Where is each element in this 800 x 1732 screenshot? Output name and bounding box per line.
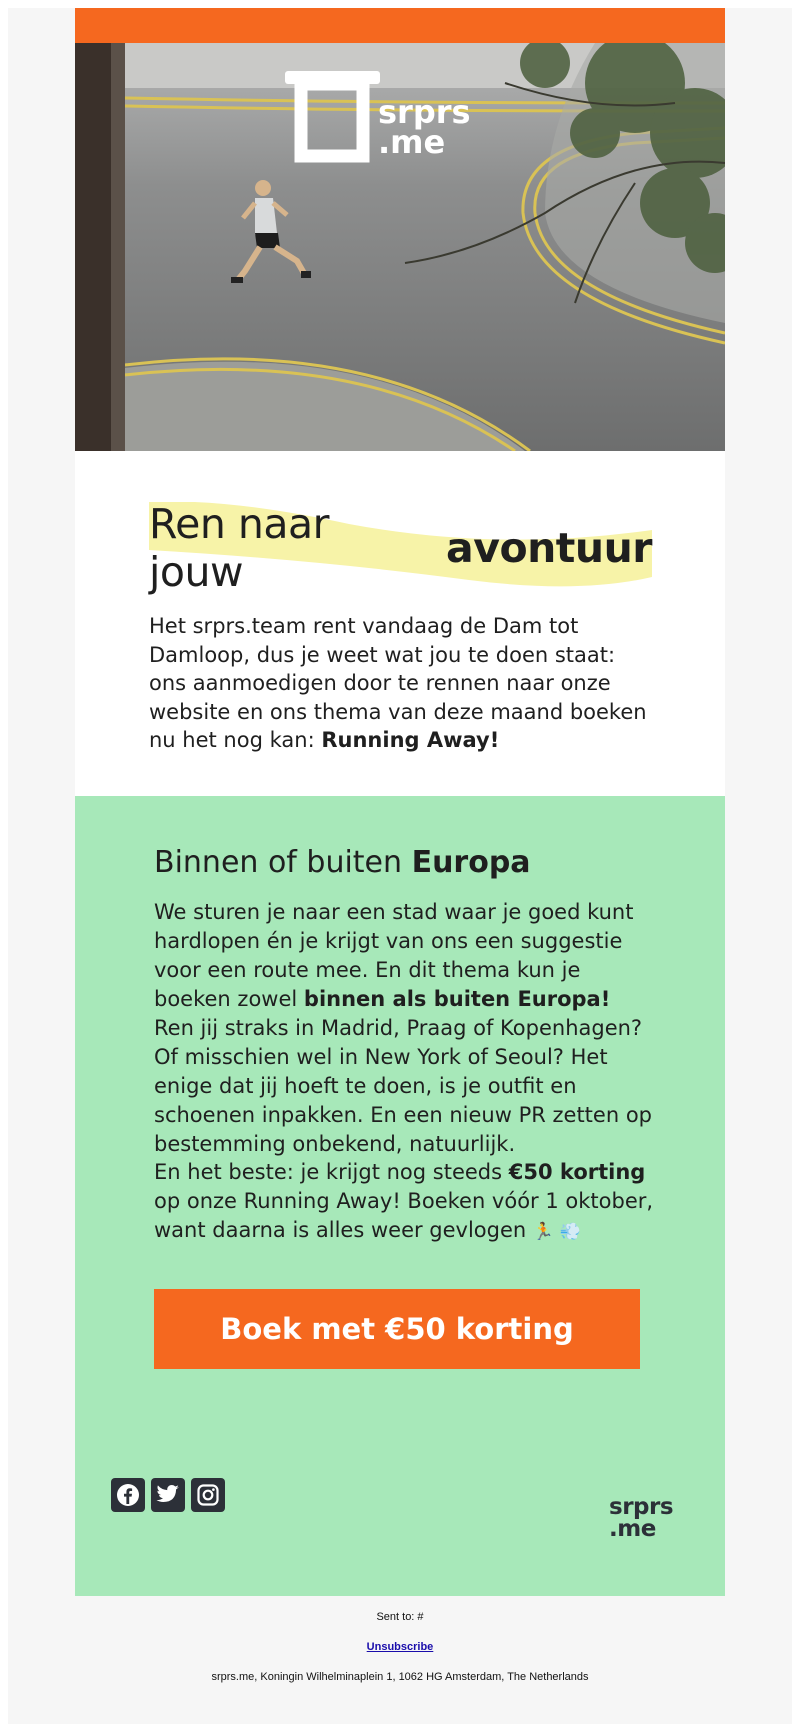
intro-body: Het srprs.team rent vandaag de Dam tot Damloop, dus je weet wat jou te doen staat: ons aanmoedigen door te rennen naar onze website en ons thema van deze maand boeken nu het nog kan: [149, 614, 647, 752]
headline-block [149, 502, 652, 594]
para2-text-a: En het beste: je krijgt nog steeds [154, 1160, 503, 1184]
section-paragraph-2 [154, 1158, 654, 1247]
book-discount-button[interactable]: Boek met €50 korting [154, 1289, 640, 1369]
intro-body-bold: Running Away! [321, 728, 500, 752]
europe-section [75, 796, 725, 1596]
runner-emoji-icon: 🏃 💨 [532, 1222, 581, 1242]
section-title [154, 845, 654, 880]
para2-text-b: op onze Running Away! Boeken vóór 1 oktober, want daarna is alles weer gevlogen [154, 1189, 654, 1242]
hero-image [75, 43, 725, 451]
para1-bold: binnen als buiten Europa! [303, 987, 611, 1011]
svg-text:.me: .me [378, 123, 446, 161]
instagram-icon[interactable] [191, 1478, 225, 1512]
twitter-icon[interactable] [151, 1478, 185, 1512]
svg-text:srprs: srprs [378, 93, 471, 131]
section-title-regular: Binnen of buiten [154, 845, 403, 880]
intro-title-bold: avontuur [446, 524, 652, 572]
section-paragraph-1 [154, 898, 654, 1159]
email-background [8, 8, 792, 1724]
footer-logo-line1: srprs [609, 1494, 674, 1520]
company-address: srprs.me, Koningin Wilhelminaplein 1, 1062 HG Amsterdam, The Netherlands [211, 1671, 589, 1683]
intro-title [149, 502, 652, 594]
sent-to: Sent to: # [376, 1611, 424, 1623]
intro-section [75, 451, 725, 796]
section-title-bold: Europa [411, 845, 531, 880]
intro-title-regular: Ren naar jouw [149, 500, 329, 596]
para1-text-a: We sturen je naar een stad waar je goed kunt hardlopen én je krijgt van ons een suggestie voor een route mee. En dit thema kun je boeken zowel [154, 900, 634, 1011]
intro-text [149, 612, 652, 755]
unsubscribe-link[interactable]: Unsubscribe [366, 1641, 434, 1653]
footer-logo-line2: .me [609, 1516, 656, 1542]
footer-logo [609, 1496, 673, 1540]
facebook-icon[interactable] [111, 1478, 145, 1512]
top-orange-bar [75, 8, 725, 43]
para1-text-b: Ren jij straks in Madrid, Praag of Kopenhagen? Of misschien wel in New York of Seoul? Het enige dat jij hoeft te doen, is je outfit en schoenen inpakken. En een nieuw PR zetten op bestemming onbekend, natuurlijk. [154, 1016, 653, 1156]
para2-bold: €50 korting [508, 1160, 646, 1184]
